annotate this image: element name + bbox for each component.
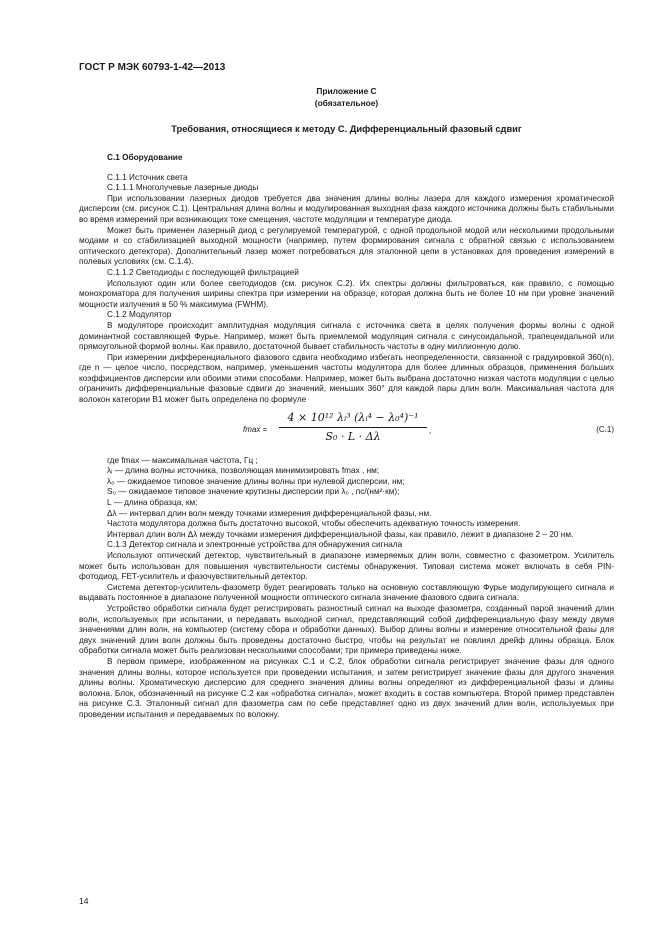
paragraph: При использовании лазерных диодов требуется два значения длины волны лазера для каждого измерения хроматической дисперсии (см. рисунок С.1). Центральная длина волны и модулированная выходная фаза каждого источника должны быть стабильными во время измерений при возникающих токе смещения, частоте модуляции и температуре диода. xyxy=(79,193,614,224)
paragraph: Интервал длин волн Δλ между точками измерения дифференциальной фазы, как правило, лежит в диапазоне 2 – 20 нм. xyxy=(107,529,574,539)
appendix-title: Приложение С xyxy=(316,86,377,96)
body-text xyxy=(79,153,614,721)
section-heading: С.1 Оборудование xyxy=(107,153,183,162)
subsection-heading: С.1.1.2 Светодиоды с последующей фильтрацией xyxy=(107,267,299,277)
definition: λᵢ — длина волны источника, позволяющая минимизировать fmax , нм; xyxy=(107,466,380,476)
paragraph: При измерении дифференциального фазового сдвига необходимо избегать неопределенности, связанной с градуировкой 360(n), где n — целое число, посредством, например, уменьшения частоты модулятора для более длинных образцов, применения больших коэффициентов дисперсии или обоими этими способами. Например, может быть выбрана достаточно низкая частота модуляции с целью ограничить дифференциальные фазовые сдвиги до значений, меньших 360° для каждой пары длин волн. Максимальная частота для волокон категории В1 может быть определена по формуле xyxy=(79,352,614,405)
formula-numerator: 4 × 10¹² λᵢ³ (λᵢ⁴ − λ₀⁴)⁻¹ xyxy=(287,410,419,424)
definition: где fmax — максимальная частота, Гц ; xyxy=(107,455,258,465)
subsection-heading: С.1.1.1 Многолучевые лазерные диоды xyxy=(107,183,259,193)
formula-c1 xyxy=(79,408,614,452)
paragraph: Устройство обработки сигнала будет регистрировать разностный сигнал на выходе фазометра, созданный парой значений длин волн, используемых при испытании, и передавать выходной сигнал, представляющий собой дифференциальную фазу между двумя значениями длин волн, на компьютер (систему сбора и обработки данных). Выбор длины волны и измерение относительной фазы для двух значений длин волн должны быть проведены достаточно быстро, чтобы на результат не повлиял дрейф длины образца. Блок обработки сигнала может быть реализован несколькими способами; три примера приведены ниже. xyxy=(79,603,614,656)
paragraph: Частота модулятора должна быть достаточно высокой, чтобы обеспечить адекватную точность измерения. xyxy=(107,519,521,529)
paragraph: Используют оптический детектор, чувствительный в диапазоне измеряемых длин волн, совместно с фазометром. Усилитель может быть использован для повышения чувствительности системы обнаружения. Типовая система может включать в себя PIN-фотодиод, FET-усилитель и фазочувствительный детектор. xyxy=(79,551,614,582)
appendix-status: (обязательное) xyxy=(314,98,379,108)
definition: λ₀ — ожидаемое типовое значение длины волны при нулевой дисперсии, нм; xyxy=(107,476,405,486)
definition: S₀ — ожидаемое типовое значение крутизны дисперсии при λ₀ , пс/(нм²·км); xyxy=(107,487,400,497)
subsection-heading: С.1.1 Источник света xyxy=(107,172,188,182)
equation-number: (С.1) xyxy=(596,424,614,434)
paragraph: Может быть применен лазерный диод с регулируемой температурой, с одной продольной модой или несколькими продольными модами и со стабилизацией выходной мощности (например, путем формирования сигнала с обратной связью с использованием оптического детектора). Дополнительный лазер может потребоваться для эталонной цепи в установках для проведения измерений в полевых условиях (см. С.1.4). xyxy=(79,225,614,267)
fraction-bar xyxy=(279,427,427,428)
paragraph: В первом примере, изображенном на рисунках С.1 и С.2, блок обработки сигнала регистрирует значение фазы для одного значения длины волны, которое используется при проведении испытания, и затем регистрирует значение фазы для другого значения длины волны. Хроматическую дисперсию для среднего значения длины волны определяют из дифференциальной фазы и длины волокна. Блок, обозначенный на рисунке С.2 как «обработка сигнала», может входить в состав компьютера. Второй пример представлен на рисунке С.3. Эталонный сигнал для фазометра сам по себе представляет одно из двух значений длин волн, используемых при проведении испытания и передаваемых по волокну. xyxy=(79,656,614,719)
subsection-heading: С.1.2 Модулятор xyxy=(107,310,172,320)
paragraph: Система детектор-усилитель-фазометр будет реагировать только на основную составляющую Фурье модулирующего сигнала и выдавать постоянное в диапазоне полученной мощности оптического сигнала значение фазового сдвига сигнала. xyxy=(79,582,614,603)
formula-fraction xyxy=(279,410,427,444)
definition: Δλ — интервал длин волн между точками измерения дифференциальной фазы, нм. xyxy=(107,508,432,518)
document-title: Требования, относящиеся к методу С. Дифференциальный фазовый сдвиг xyxy=(171,124,522,134)
paragraph: В модуляторе происходит амплитудная модуляция сигнала с источника света в целях получения формы волны с одной доминантной составляющей Фурье. Например, может быть приемлемой модуляция сигнала с синусоидальной, трапецеидальной или прямоугольной формой волны. Как правило, достаточной бывает стабильность частоты в одну миллионную долю. xyxy=(79,320,614,352)
subsection-heading: С.1.3 Детектор сигнала и электронные устройства для обнаружения сигнала xyxy=(107,540,403,550)
definition: L — длина образца, км; xyxy=(107,498,198,508)
definitions xyxy=(79,456,614,520)
formula-lhs: fmax = xyxy=(243,424,268,434)
paragraph: Используют один или более светодиодов (см. рисунок С.2). Их спектры должны фильтроваться, как правило, с помощью монохроматора для получения ширины спектра при измерении на образце, которая должна быть не более 10 нм при уровне значений мощности излучения в 50 % максимума (FWHM). xyxy=(79,278,614,309)
formula-denominator: S₀ · L · Δλ xyxy=(325,429,381,443)
formula-trailing: , xyxy=(429,425,432,435)
standard-header: ГОСТ Р МЭК 60793-1-42—2013 xyxy=(79,62,226,73)
page-number: 14 xyxy=(79,896,89,906)
